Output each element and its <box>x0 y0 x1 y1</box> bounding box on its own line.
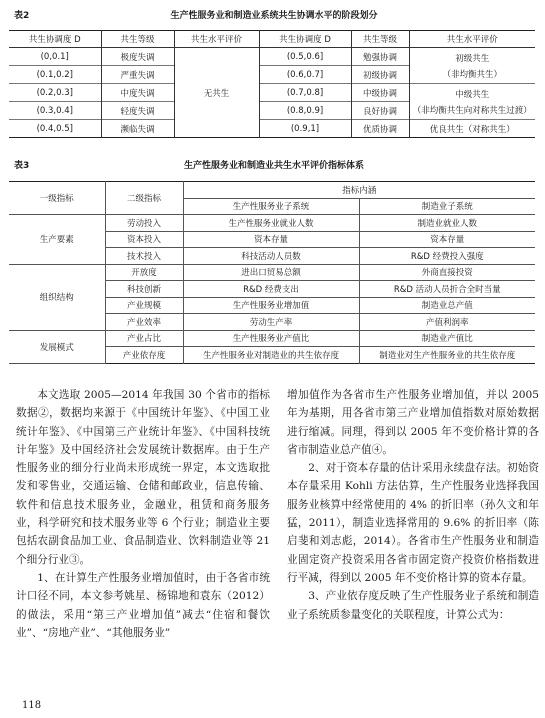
table3-indicator: 劳动投入 <box>105 215 183 232</box>
table3-group-name: 组织结构 <box>9 264 105 330</box>
table2-cell: (0.5,0.6] <box>259 48 351 66</box>
table2-right-eval-line: （非均衡共生向对称共生过渡） <box>412 105 532 116</box>
table3-service-cell: 生产性服务业对制造业的共生依存度 <box>183 347 359 364</box>
table2-header-d-right: 共生协调度 D <box>259 31 351 48</box>
table3-header-service: 生产性服务业子系统 <box>183 198 359 215</box>
table3-header-manufacturing: 制造业子系统 <box>359 198 535 215</box>
table3-header-level2: 二级指标 <box>105 182 183 215</box>
table2-label: 表2 <box>14 11 30 21</box>
symbiosis-stage-table <box>9 30 535 138</box>
table3-service-cell: 劳动生产率 <box>183 314 359 331</box>
table3-title: 生产性服务业和制造业共生水平评价指标体系 <box>183 161 364 171</box>
table2-cell: 勉强协调 <box>351 48 409 66</box>
table2-cell: (0.9,1] <box>259 120 351 138</box>
table3-service-cell: 资本存量 <box>183 231 359 248</box>
table3-header-level1: 一级指标 <box>9 182 105 215</box>
table3-manufacturing-cell: 制造业产值比 <box>359 330 535 347</box>
table3-indicator: 产业占比 <box>105 330 183 347</box>
table2-cell: 中度失调 <box>101 84 174 102</box>
table2-right-eval-line: （非均衡共生） <box>442 69 502 80</box>
table3-manufacturing-cell: 制造业就业人数 <box>359 215 535 232</box>
table2-cell: 良好协调 <box>351 102 409 120</box>
table3-indicator: 产业依存度 <box>105 347 183 364</box>
evaluation-indicator-table <box>9 181 535 364</box>
body-paragraph: 本文选取 2005—2014 年我国 30 个省市的指标数据②，数据均来源于《中国统计年鉴》、《中国工业统计年鉴》、《中国第三产业统计年鉴》、《中国科技统计年鉴》及中国经济社会发展统计数据库。由于生产性服务业的细分行业尚未形成统一界定，本文选取批发和零售业，交通运输、仓储和邮政业，信息传输、软件和信息技术服务业，金融业，租赁和商务服务业，科学研究和技术服务业等 6 个行业；制造业主要包括农副食品加工业、食品制造业、饮料制造业等 21 个细分行业③。 <box>16 389 270 566</box>
table2-header-eval-right: 共生水平评价 <box>409 31 535 48</box>
table3-caption <box>14 158 534 172</box>
table2-cell: 极度失调 <box>101 48 174 66</box>
table2-cell: (0.8,0.9] <box>259 102 351 120</box>
table3-manufacturing-cell: 制造业对生产性服务业的共生依存度 <box>359 347 535 364</box>
table3-manufacturing-cell: 产值利润率 <box>359 314 535 331</box>
table3-service-cell: 生产性服务业就业人数 <box>183 215 359 232</box>
body-column-right <box>287 386 539 624</box>
table2-cell: (0.2,0.3] <box>9 84 101 102</box>
table-row <box>9 120 535 138</box>
table2-cell: (0.4,0.5] <box>9 120 101 138</box>
table3-service-cell: 生产性服务业产值比 <box>183 330 359 347</box>
body-column-left <box>16 386 270 642</box>
table2-right-eval: 优良共生（对称共生） <box>409 120 535 138</box>
table2-left-eval: 无共生 <box>174 48 259 138</box>
table-row <box>9 48 535 66</box>
table3-service-cell: 生产性服务业增加值 <box>183 297 359 314</box>
table2-right-eval-line: 初级共生 <box>455 53 490 64</box>
table3-indicator: 资本投入 <box>105 231 183 248</box>
table2-cell: 中级协调 <box>351 84 409 102</box>
table3-service-cell: R&D 经费支出 <box>183 281 359 298</box>
table2-header-grade-left: 共生等级 <box>101 31 174 48</box>
table2-cell: (0.3,0.4] <box>9 102 101 120</box>
table2-title: 生产性服务业和制造业系统共生协调水平的阶段划分 <box>170 11 378 21</box>
table2-caption <box>14 8 534 22</box>
table3-indicator: 产业规模 <box>105 297 183 314</box>
body-paragraph: 3、产业依存度反映了生产性服务业子系统和制造业子系统质参量变化的关联程度，计算公式为： <box>287 590 539 621</box>
table3-indicator: 产业效率 <box>105 314 183 331</box>
table2-cell: (0.1,0.2] <box>9 66 101 84</box>
table2-cell: 濒临失调 <box>101 120 174 138</box>
table3-manufacturing-cell: 制造业总产值 <box>359 297 535 314</box>
body-paragraph: 1、在计算生产性服务业增加值时，由于各省市统计口径不同，本文参考姚星、杨锦地和袁东（2012）的做法，采用“第三产业增加值”减去“住宿和餐饮业”、“房地产业”、“其他服务业” <box>16 571 270 639</box>
table2-cell: 严重失调 <box>101 66 174 84</box>
table2-cell: 初级协调 <box>351 66 409 84</box>
table2-right-eval <box>409 84 535 120</box>
table-row <box>9 215 535 232</box>
table2-right-eval <box>409 48 535 84</box>
table2-right-eval-line: 中级共生 <box>455 89 490 100</box>
table3-indicator: 技术投入 <box>105 248 183 265</box>
table-row <box>9 264 535 281</box>
table3-group-name: 生产要素 <box>9 215 105 265</box>
table3-indicator: 科技创新 <box>105 281 183 298</box>
table-row <box>9 330 535 347</box>
table3-group-name: 发展模式 <box>9 330 105 363</box>
table3-service-cell: 科技活动人员数 <box>183 248 359 265</box>
table3-manufacturing-cell: 资本存量 <box>359 231 535 248</box>
page-number: 118 <box>22 700 42 711</box>
table2-cell: (0.6,0.7] <box>259 66 351 84</box>
table2-cell: 优质协调 <box>351 120 409 138</box>
table2-header-grade-right: 共生等级 <box>351 31 409 48</box>
table2-cell: 轻度失调 <box>101 102 174 120</box>
table3-manufacturing-cell: R&D 经费投入强度 <box>359 248 535 265</box>
body-paragraph: 2、对于资本存量的估计采用永续盘存法。初始资本存量采用 Kohli 方法估算，生产性服务业选择我国服务业核算中经常使用的 4% 的折旧率（孙久文和年猛，2011），制造业选择常用的 9.6% 的折旧率（陈启斐和刘志彪，2014）。各省市生产性服务业和制造业固定资产投资采用各省市固定资产投资价格指数进行平减，得到以 2005 年不变价格计算的资本存量。 <box>287 462 539 584</box>
table3-manufacturing-cell: R&D 活动人员折合全时当量 <box>359 281 535 298</box>
table3-header-connotation: 指标内涵 <box>183 182 535 199</box>
table3-label: 表3 <box>14 161 30 171</box>
table2-header-eval-left: 共生水平评价 <box>174 31 259 48</box>
table3-service-cell: 进出口贸易总额 <box>183 264 359 281</box>
body-paragraph: 增加值作为各省市生产性服务业增加值，并以 2005 年为基期，用各省市第三产业增加值指数对原始数据进行缩减。同理，得到以 2005 年不变价格计算的各省市制造业总产值④。 <box>287 389 539 456</box>
table-row <box>9 84 535 102</box>
table2-cell: (0,0.1] <box>9 48 101 66</box>
table3-manufacturing-cell: 外商直接投资 <box>359 264 535 281</box>
table2-cell: (0.7,0.8] <box>259 84 351 102</box>
table3-indicator: 开放度 <box>105 264 183 281</box>
table2-header-d-left: 共生协调度 D <box>9 31 101 48</box>
